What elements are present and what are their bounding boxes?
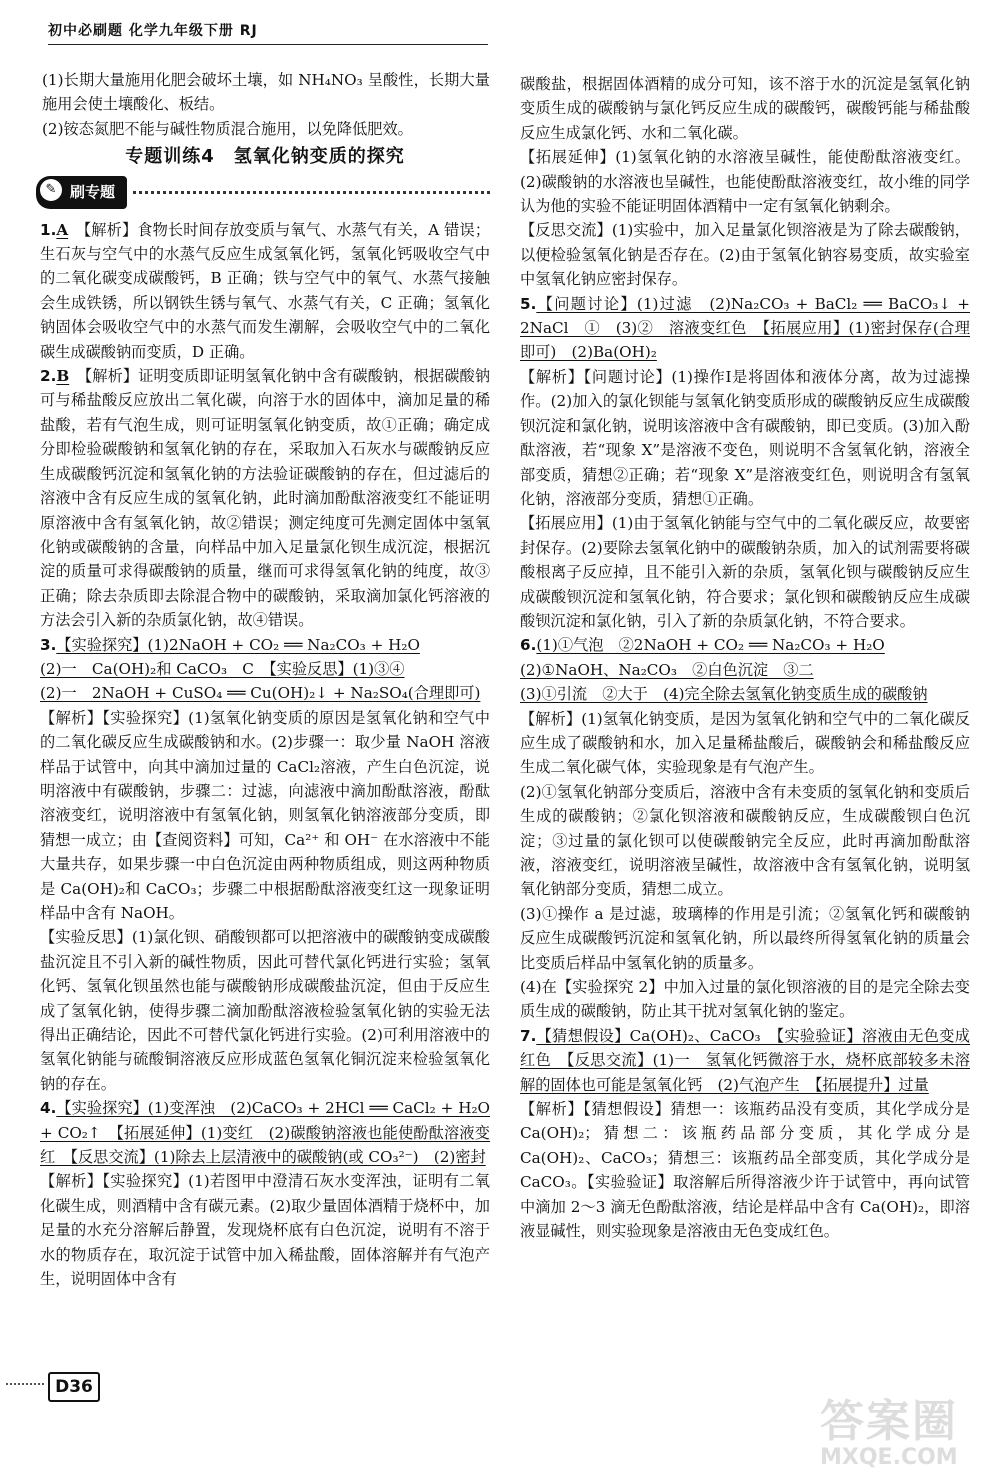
question-analysis: 【解析】【实验探究】(1)氢氧化钠变质的原因是氢氧化钠和空气中的二氧化碳反应生成碳酸钠和水。(2)步骤一：取少量 NaOH 溶液样品于试管中，向其中滴加过量的 CaCl₂溶液，产生白色沉淀，说明溶液中有碳酸钠，步骤二：过滤，向滤液中滴加酚酞溶液，酚酞溶液变红，说明溶液中有氢氧化钠，则氢氧化钠溶液部分变质，即猜想一成立；由【查阅资料】可知，Ca²⁺ 和 OH⁻ 在水溶液中不能大量共存，如果步骤一中白色沉淀由两种物质组成，则这两种物质是 Ca(OH)₂和 CaCO₃；步骤二中根据酚酞溶液变红这一现象证明样品中含有 NaOH。 (40, 708, 490, 922)
question-answer: B (56, 367, 70, 386)
question-number: 6. (520, 636, 537, 655)
question-analysis-2: 【拓展应用】(1)由于氢氧化钠能与空气中的二氧化碳反应，故要密封保存。(2)要除去氢氧化钠中的碳酸钠杂质，加入的试剂需要将碳酸根离子反应掉，且不能引入新的杂质，氢氧化钡与碳酸钠反应生成碳酸钡沉淀和氢氧化钠，符合要求；氯化钡和碳酸钠反应生成碳酸钡沉淀和氯化钠，引入了新的杂质氯化钠，不符合要求。 (520, 514, 970, 630)
section-badge (36, 178, 490, 208)
question-1 (40, 218, 490, 364)
question-number: 2. (40, 367, 57, 386)
question-number: 1. (40, 220, 57, 239)
question-analysis: 【解析】(1)氢氧化钠变质，是因为氢氧化钠和空气中的二氧化碳反应生成了碳酸钠和水，加入足量稀盐酸后，碳酸钠会和稀盐酸反应生成二氧化碳气体，实验现象是有气泡产生。 (520, 709, 970, 777)
question-2 (40, 364, 490, 632)
badge-label: 刷专题 (70, 183, 116, 202)
intro-para-2: (2)铵态氮肥不能与碱性物质混合施用，以免降低肥效。 (42, 119, 413, 138)
section-title: 专题训练4 氢氧化钠变质的探究 (125, 146, 405, 168)
question-analysis: 【解析】【猜想假设】猜想一：该瓶药品没有变质，其化学成分是 Ca(OH)₂；猜想二：该瓶药品部分变质，其化学成分是 Ca(OH)₂、CaCO₃；猜想三：该瓶药品全部变质，其化学成分是 CaCO₃。【实验验证】取溶解后所得溶液少许于试管中，再向试管中滴加 2～3 滴无色酚酞溶液，结论是样品中含有 Ca(OH)₂，即溶液显碱性，则实验现象是溶液由无色变成红色。 (520, 1100, 970, 1241)
question-4 (40, 1096, 490, 1291)
question-3 (40, 633, 490, 1097)
continued-analysis: 碳酸盐，根据固体酒精的成分可知，该不溶于水的沉淀是氢氧化钠变质生成的碳酸钠与氯化钙反应生成的碳酸钙，碳酸钙能与稀盐酸反应生成氯化钙、水和二氧化碳。 (520, 75, 970, 142)
question-analysis-2: (2)①氢氧化钠部分变质后，溶液中含有未变质的氢氧化钠和变质后生成的碳酸钠；②氯化钡溶液和碳酸钠反应，生成碳酸钡白色沉淀；③过量的氯化钡可以使碳酸钠完全反应，此时再滴加酚酞溶液，溶液变红，说明溶液呈碱性，故溶液中含有氢氧化钠，说明氢氧化钠部分变质，猜想二成立。 (520, 782, 970, 899)
question-5 (520, 292, 970, 634)
question-analysis: 【解析】证明变质即证明氢氧化钠中含有碳酸钠，根据碳酸钠可与稀盐酸反应放出二氧化碳，向溶于水的固体中，滴加足量的稀盐酸，若有气泡生成，则可证明氢氧化钠变质，故①正确；确定成分即检验碳酸钠和氢氧化钠的存在，采取加入石灰水与碳酸钠反应生成碳酸钙沉淀和氢氧化钠的方法验证碳酸钠的存在，但过滤后的溶液中含有反应生成的氢氧化钠，此时滴加酚酞溶液变红不能证明原溶液中含有氢氧化钠，故②错误；测定纯度可先测定固体中氢氧化钠或碳酸钠的含量，向样品中加入足量氯化钡生成沉淀，根据沉淀的质量可求得碳酸钠的质量，继而可求得氢氧化钠的纯度，故③正确；除去杂质即去除混合物中的碳酸钠，采取滴加氯化钙溶液的方法会引入新的杂质氯化钠，故④错误。 (40, 367, 491, 630)
right-column (520, 72, 970, 1244)
answer-line: 【猜想假设】Ca(OH)₂、CaCO₃ 【实验验证】溶液由无色变成红色 【反思交流】(1)一 氢氧化钙微溶于水，烧杯底部较多未溶解的固体也可能是氢氧化钙 (2)气泡产生 【拓展提升】过量 (520, 1026, 970, 1094)
answer-line: (2)一 Ca(OH)₂和 CaCO₃ C 【实验反思】(1)③④ (40, 659, 405, 678)
question-number: 3. (40, 635, 57, 654)
footer-dotted-rule (6, 1383, 44, 1385)
question-number: 7. (520, 1026, 537, 1045)
answer-line: (3)①引流 ②大于 (4)完全除去氢氧化钠变质生成的碳酸钠 (520, 685, 928, 704)
header-rule (48, 44, 488, 45)
answer-line: 【问题讨论】(1)过滤 (2)Na₂CO₃ + BaCl₂ ══ BaCO₃↓ + 2NaCl ① (3)② 溶液变红色 【拓展应用】(1)密封保存(合理即可) (2)Ba(OH)₂ (520, 294, 970, 362)
question-analysis: 【解析】【实验探究】(1)若图甲中澄清石灰水变浑浊，证明有二氧化碳生成，则酒精中含有碳元素。(2)取少量固体酒精于烧杯中，加足量的水充分溶解后静置，发现烧杯底有白色沉淀，说明有不溶于水的物质存在，取沉淀于试管中加入稀盐酸，固体溶解并有气泡产生，说明固体中含有 (40, 1172, 490, 1289)
running-header: 初中必刷题 化学九年级下册 RJ (48, 23, 258, 39)
question-6 (520, 633, 970, 1024)
watermark-url: MXQE.COM (820, 1445, 958, 1470)
question-analysis: 【解析】【问题讨论】(1)操作Ⅰ是将固体和液体分离，故为过滤操作。(2)加入的氯化钡能与氢氧化钠变质形成的碳酸钠反应生成碳酸钡沉淀和氯化钠，说明该溶液中含有碳酸钠，即已变质。(3)加入酚酞溶液，若“现象 X”是溶液不变色，则说明不含氢氧化钠，溶液全部变质，猜想②正确；若“现象 X”是溶液变红色，则说明含有氢氧化钠，溶液部分变质，猜想①正确。 (520, 367, 970, 508)
answer-line: 【实验探究】(1)变浑浊 (2)CaCO₃ + 2HCl ══ CaCl₂ + H₂O + CO₂↑ 【拓展延伸】(1)变红 (2)碳酸钠溶液也能使酚酞溶液变红 【反思交流】(1)除去上层清液中的碳酸钠(或 CO₃²⁻) (2)密封 (40, 1099, 490, 1167)
question-7 (520, 1024, 970, 1244)
answer-line: 【实验探究】(1)2NaOH + CO₂ ══ Na₂CO₃ + H₂O (56, 635, 420, 654)
badge-dotted-rule (133, 191, 490, 194)
watermark-logo (820, 1385, 990, 1470)
question-number: 4. (40, 1099, 57, 1118)
answer-line: (2)①NaOH、Na₂CO₃ ②白色沉淀 ③二 (520, 660, 814, 679)
badge-pill (36, 176, 127, 208)
brush-icon: ✎ (40, 179, 62, 201)
page-number: D36 (48, 1372, 100, 1402)
question-analysis: 【解析】食物长时间存放变质与氧气、水蒸气有关，A 错误；生石灰与空气中的水蒸气反应生成氢氧化钙，氢氧化钙吸收空气中的二氧化碳变成碳酸钙，B 正确；铁与空气中的氧气、水蒸气接触会生成铁锈，所以钢铁生锈与氧气、水蒸气有关，C 正确；氢氧化钠固体会吸收空气中的水蒸气而发生潮解，会吸收空气中的二氧化碳生成碳酸钠而变质，D 正确。 (40, 220, 491, 361)
reflection-analysis: 【反思交流】(1)实验中，加入足量氯化钡溶液是为了除去碳酸钠，以便检验氢氧化钠是否存在。(2)由于氢氧化钠容易变质，故实验室中氢氧化钠应密封保存。 (520, 221, 970, 289)
answer-line: (1)①气泡 ②2NaOH + CO₂ ══ Na₂CO₃ + H₂O (536, 636, 885, 655)
question-number: 5. (520, 294, 537, 313)
answer-line: (2)一 2NaOH + CuSO₄ ══ Cu(OH)₂↓ + Na₂SO₄(合理即可) (40, 684, 481, 703)
watermark-text: 答案圈 (820, 1396, 958, 1447)
question-analysis-2: 【实验反思】(1)氯化钡、硝酸钡都可以把溶液中的碳酸钠变成碳酸盐沉淀且不引入新的碱性物质，因此可替代氯化钙进行实验；氢氧化钙、氢氧化钡虽然也能与碳酸钠形成碳酸盐沉淀，但由于反应生成了氢氧化钠，使得步骤二滴加酚酞溶液检验氢氧化钠的实验无法得出正确结论，因此不可替代氯化钙进行实验。(2)可利用溶液中的氢氧化钠能与硫酸铜溶液反应形成蓝色氢氧化铜沉淀来检验氢氧化钠的存在。 (40, 928, 490, 1093)
question-answer: A (56, 220, 69, 239)
question-analysis-4: (4)在【实验探究 2】中加入过量的氯化钡溶液的目的是完全除去变质生成的碳酸钠，防止其干扰对氢氧化钠的鉴定。 (520, 978, 970, 1021)
question-analysis-3: (3)①操作 a 是过滤，玻璃棒的作用是引流；②氢氧化钙和碳酸钠反应生成碳酸钙沉淀和氢氧化钠，所以最终所得氢氧化钠的质量会比变质后样品中氢氧化钠的质量多。 (520, 904, 970, 972)
left-column (40, 68, 490, 1292)
intro-para-1: (1)长期大量施用化肥会破坏土壤，如 NH₄NO₃ 呈酸性，长期大量施用会使土壤酸化、板结。 (42, 71, 490, 114)
extension-analysis: 【拓展延伸】(1)氢氧化钠的水溶液呈碱性，能使酚酞溶液变红。(2)碳酸钠的水溶液也呈碱性，也能使酚酞溶液变红，故小维的同学认为他的实验不能证明固体酒精中一定有氢氧化钠剩余。 (520, 148, 970, 216)
